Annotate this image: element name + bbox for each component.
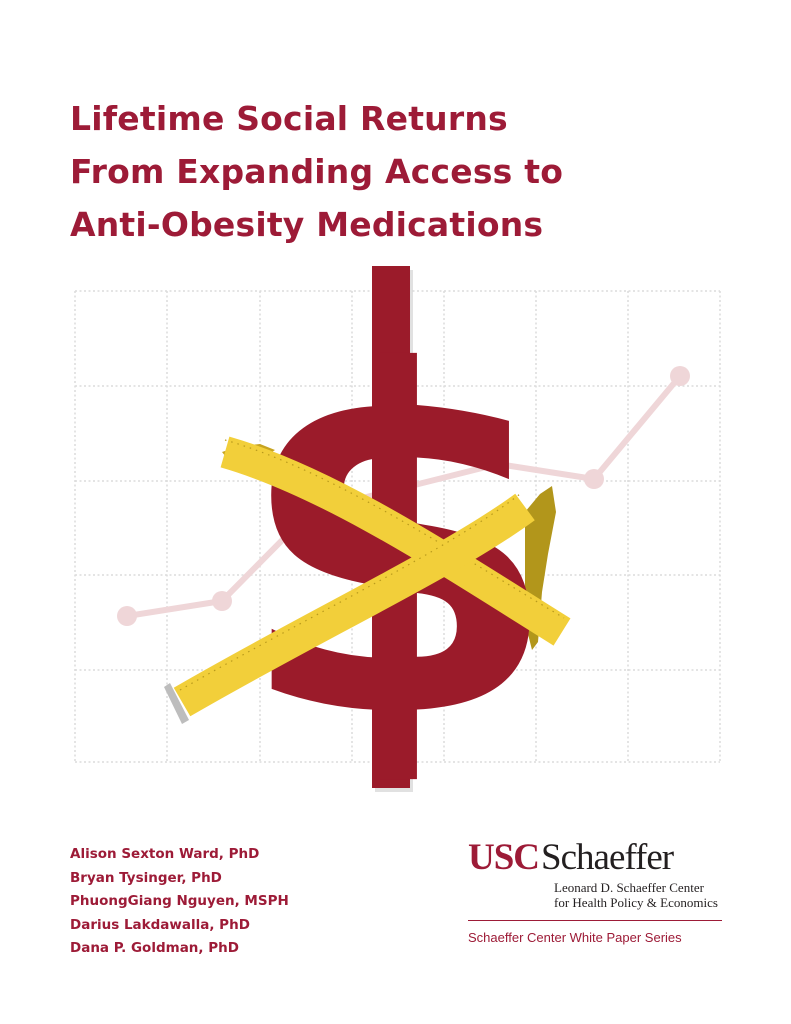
author-name: Alison Sexton Ward, PhD — [70, 846, 260, 862]
dollar-glyph: $ — [234, 274, 562, 792]
series-label: Schaeffer Center White Paper Series — [468, 930, 682, 945]
title-line-2: From Expanding Access to — [70, 152, 564, 191]
author-name: Darius Lakdawalla, PhD — [70, 916, 250, 933]
author-name: PhuongGiang Nguyen, MSPH — [70, 893, 289, 909]
title-line-1: Lifetime Social Returns — [70, 99, 508, 138]
title-line-3: Anti-Obesity Medications — [70, 205, 544, 244]
divider — [468, 920, 722, 921]
cover-illustration — [70, 262, 725, 792]
author-list — [70, 843, 289, 961]
page-title — [70, 92, 710, 251]
logo-subtitle-line-2: for Health Policy & Economics — [554, 895, 718, 910]
author-name: Bryan Tysinger, PhD — [70, 869, 222, 886]
logo-wordmark — [468, 838, 722, 878]
logo-subtitle — [554, 880, 722, 910]
usc-schaeffer-logo — [468, 838, 722, 945]
logo-subtitle-line-1: Leonard D. Schaeffer Center — [554, 880, 704, 895]
author-name: Dana P. Goldman, PhD — [70, 940, 239, 956]
logo-schaeffer: Schaeffer — [541, 837, 674, 878]
logo-usc: USC — [468, 837, 540, 878]
